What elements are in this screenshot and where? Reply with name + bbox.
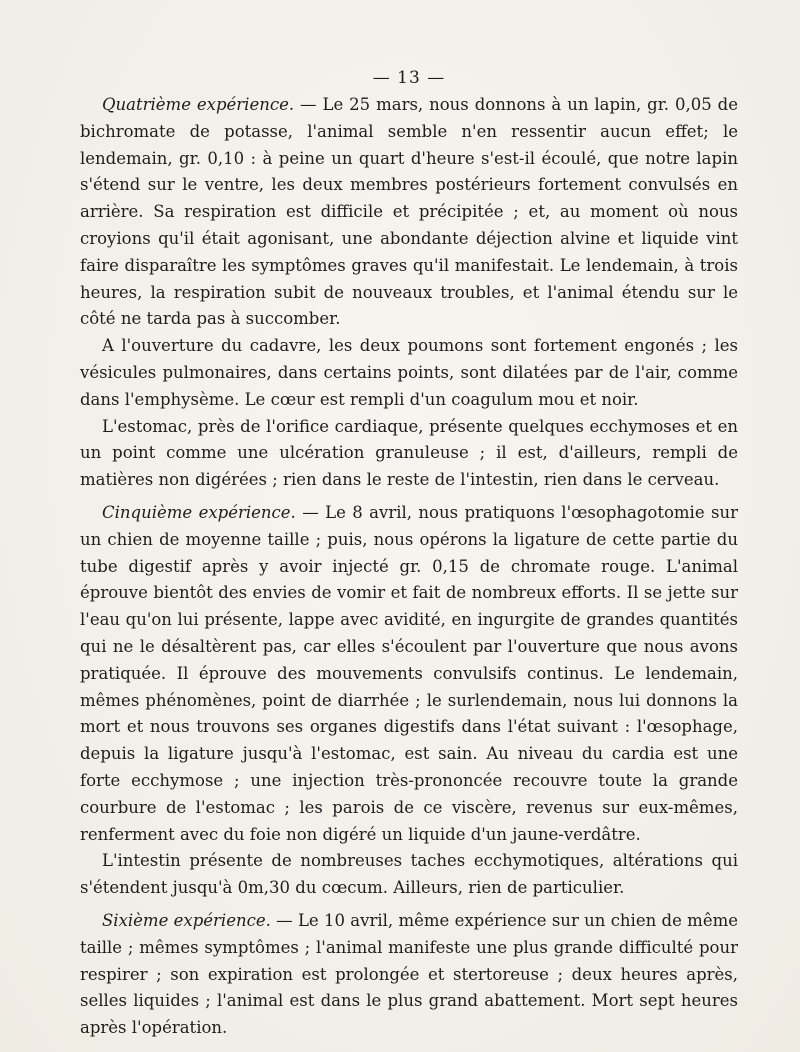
experiment-6-heading: Sixième expérience. [102,910,271,930]
paragraph-experiment-5 [80,500,738,848]
experiment-5-heading: Cinquième expérience. [102,502,296,522]
experiment-4-text: — Le 25 mars, nous donnons à un lapin, gr. 0,05 de bichromate de potasse, l'animal semble n'en ressentir aucun effet; le lendemain, gr. 0,10 : à peine un quart d'heure s'est-il écoulé, que notre lapin s'étend sur le ventre, les deux membres postérieurs fortement convulsés en arrière. Sa respiration est difficile et précipitée ; et, au moment où nous croyions qu'il était agonisant, une abondante déjection alvine et liquide vint faire disparaître les symptômes graves qu'il manifestait. Le lendemain, à trois heures, la respiration subit de nouveaux troubles, et l'animal étendu sur le côté ne tarda pas à succomber. [80,95,738,329]
experiment-5-text: — Le 8 avril, nous pratiquons l'œsophagotomie sur un chien de moyenne taille ; puis, nous opérons la ligature de cette partie du tube digestif après y avoir injecté gr. 0,15 de chromate rouge. L'animal éprouve bientôt des envies de vomir et fait de nombreux efforts. Il se jette sur l'eau qu'on lui présente, lappe avec avidité, en ingurgite de grandes quantités qui ne le désaltèrent pas, car elles s'écoulent par l'ouverture que nous avons pratiquée. Il éprouve des mouvements convulsifs continus. Le lendemain, mêmes phénomènes, point de diarrhée ; le surlendemain, nous lui donnons la mort et nous trouvons ses organes digestifs dans l'état suivant : l'œsophage, depuis la ligature jusqu'à l'estomac, est sain. Au niveau du cardia est une forte ecchymose ; une injection très-prononcée recouvre toute la grande courbure de l'estomac ; les parois de ce viscère, revenus sur eux-mêmes, renferment avec du foie non digéré un liquide d'un jaune-verdâtre. [80,502,738,844]
intestine-text: L'intestin présente de nombreuses taches ecchymotiques, altérations qui s'étendent jusqu'à 0m,30 du cœcum. Ailleurs, rien de particulier. [80,851,738,898]
experiment-4-heading: Quatrième expérience. [102,95,295,114]
paragraph-experiment-4 [80,92,738,333]
paragraph-autopsy-stomach [80,414,738,494]
experiment-6-text: — Le 10 avril, même expérience sur un chien de même taille ; mêmes symptômes ; l'animal manifeste une plus grande difficulté pour respirer ; son expiration est prolongée et stertoreuse ; deux heures après, selles liquides ; l'animal est dans le plus grand abattement. Mort sept heures après l'opération. [80,910,738,1038]
page-number: — 13 — [372,68,446,88]
paragraph-intestine [80,848,738,902]
paragraph-experiment-6 [80,908,738,1042]
autopsy-lungs-text: A l'ouverture du cadavre, les deux poumons sont fortement engonés ; les vésicules pulmonaires, dans certains points, sont dilatées par de l'air, comme dans l'emphysème. Le cœur est rempli d'un coagulum mou et noir. [80,336,738,409]
autopsy-stomach-text: L'estomac, près de l'orifice cardiaque, présente quelques ecchymoses et en un point comme une ulcération granuleuse ; il est, d'ailleurs, rempli de matières non digérées ; rien dans le reste de l'intestin, rien dans le cerveau. [80,416,738,490]
paragraph-autopsy-lungs [80,333,738,413]
